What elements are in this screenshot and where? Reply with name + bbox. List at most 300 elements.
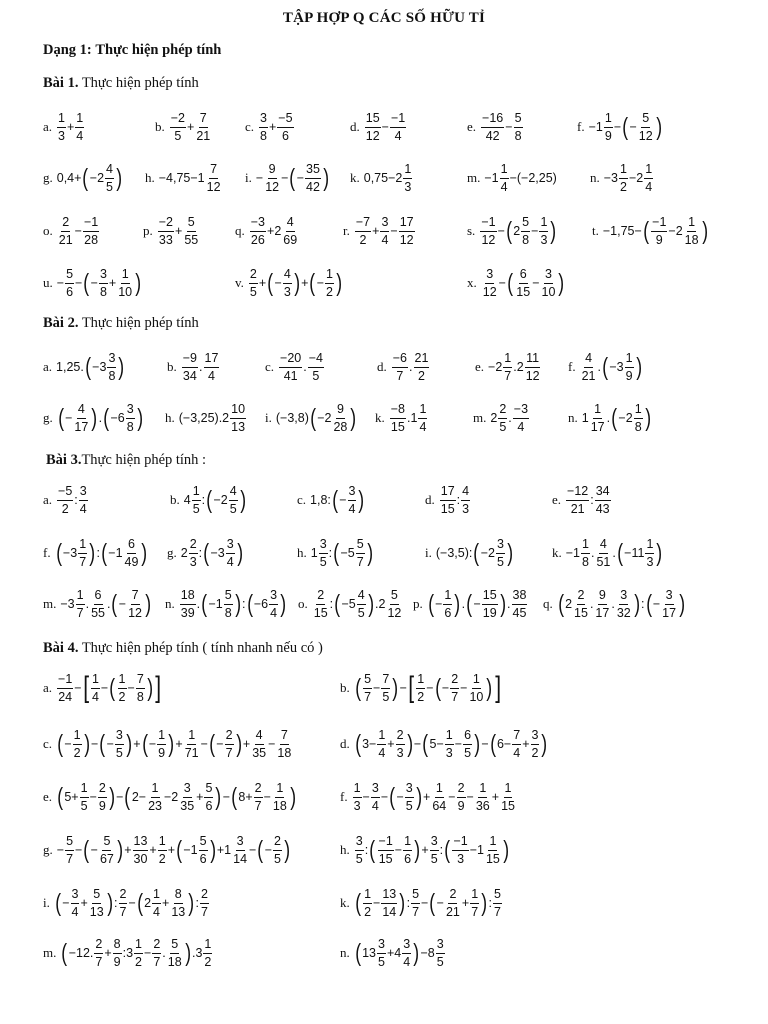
numerator: 2 xyxy=(119,888,128,904)
fraction xyxy=(470,888,479,918)
math-text: + xyxy=(268,120,277,134)
parenthesis: ) xyxy=(507,538,513,567)
parenthesis: ( xyxy=(57,782,64,811)
numerator: 8 xyxy=(174,888,183,904)
numerator: 2 xyxy=(457,782,466,798)
math-text: − xyxy=(394,843,403,857)
math-expression xyxy=(56,112,85,142)
denominator: 15 xyxy=(378,851,393,866)
denominator: 10 xyxy=(118,284,133,299)
exercise-label: u. xyxy=(43,275,53,290)
exercise-item xyxy=(340,722,549,766)
denominator: 39 xyxy=(180,605,195,620)
numerator: 1 xyxy=(57,112,66,128)
math-text: −2 xyxy=(163,790,179,804)
denominator: 9 xyxy=(457,798,465,813)
exercise-label: o. xyxy=(298,596,308,611)
parenthesis: ) xyxy=(406,729,413,758)
fraction xyxy=(377,938,386,968)
math-text: +2 xyxy=(267,224,282,238)
fraction xyxy=(170,888,186,918)
exercise-item xyxy=(350,105,407,149)
fraction xyxy=(485,835,501,865)
fraction xyxy=(414,352,430,382)
fraction xyxy=(353,782,362,812)
exercise-label: s. xyxy=(467,223,476,238)
parenthesis: ( xyxy=(389,782,396,811)
fraction xyxy=(381,673,390,703)
numerator: 13 xyxy=(133,835,149,851)
fraction xyxy=(392,352,408,382)
math-text: − xyxy=(274,276,282,290)
math-expression xyxy=(604,163,654,193)
math-text: +4 xyxy=(386,946,402,960)
fraction xyxy=(259,112,268,142)
denominator: 8 xyxy=(514,128,522,143)
parenthesis: ) xyxy=(126,729,132,758)
fraction xyxy=(115,729,124,759)
fraction xyxy=(158,835,167,865)
exercise-item xyxy=(543,582,686,626)
math-text: − xyxy=(380,790,389,804)
math-text: − xyxy=(264,843,272,857)
denominator: 21 xyxy=(445,904,460,919)
exercise-label: o. xyxy=(43,223,53,238)
exercise-item xyxy=(43,345,126,389)
fraction xyxy=(525,352,541,382)
math-text: −3 xyxy=(609,360,624,374)
math-text: −(−2,25) xyxy=(509,171,557,185)
math-text: −6 xyxy=(253,597,269,611)
math-text: : xyxy=(590,493,594,507)
denominator: 7 xyxy=(95,954,103,969)
denominator: 33 xyxy=(158,232,173,247)
fraction xyxy=(581,352,597,382)
math-text: −2 xyxy=(488,360,503,374)
numerator: 5 xyxy=(363,673,372,689)
fraction xyxy=(117,268,133,298)
denominator: 4 xyxy=(378,745,386,760)
exercise-item xyxy=(425,531,514,575)
math-text: 1 xyxy=(581,411,589,425)
exercise-label: c. xyxy=(265,359,275,374)
parenthesis: ) xyxy=(503,835,509,864)
math-text: + xyxy=(421,843,429,857)
math-text: (−3,8) xyxy=(275,411,309,425)
math-text: + xyxy=(124,843,132,857)
parenthesis: ) xyxy=(280,589,287,618)
fraction xyxy=(89,888,105,918)
exercise-label: m. xyxy=(473,410,487,425)
numerator: 5 xyxy=(641,112,650,128)
fraction xyxy=(436,938,445,968)
math-text: : xyxy=(195,896,200,910)
denominator: 42 xyxy=(306,179,320,194)
exercise-item xyxy=(165,582,287,626)
numerator: 1 xyxy=(151,782,160,798)
exercise-item xyxy=(340,931,446,975)
numerator: 7 xyxy=(136,673,145,689)
exercise-label: k. xyxy=(350,170,360,185)
math-text: − xyxy=(64,737,72,751)
denominator: 13 xyxy=(89,904,104,919)
math-text: − xyxy=(281,171,289,185)
math-text: . xyxy=(162,946,166,960)
numerator: 1 xyxy=(443,589,452,605)
denominator: 6 xyxy=(199,851,207,866)
exercise-label: i. xyxy=(265,410,272,425)
numerator: 2 xyxy=(61,216,70,232)
denominator: 12 xyxy=(365,128,380,143)
denominator: 4 xyxy=(500,179,508,194)
parenthesis: ) xyxy=(184,938,191,967)
parenthesis: ) xyxy=(474,729,481,758)
denominator: 3 xyxy=(462,501,470,516)
exercise-item xyxy=(475,345,542,389)
fraction xyxy=(513,403,529,433)
math-text: + xyxy=(522,737,530,751)
math-text: − xyxy=(106,737,114,751)
parenthesis: ) xyxy=(145,589,152,618)
math-expression xyxy=(479,216,557,246)
fraction xyxy=(651,216,667,246)
exercise-item xyxy=(43,931,213,975)
parenthesis: ( xyxy=(85,352,91,381)
parenthesis: ) xyxy=(367,589,374,618)
fraction xyxy=(590,403,606,433)
fraction xyxy=(224,589,233,619)
fraction xyxy=(225,729,234,759)
dang-text: Thực hiện phép tính xyxy=(95,42,222,58)
math-text: + xyxy=(387,737,395,751)
parenthesis: ) xyxy=(550,216,557,245)
denominator: 45 xyxy=(512,605,527,620)
numerator: 7 xyxy=(280,729,289,745)
exercise-label: h. xyxy=(340,842,350,857)
math-text: −2 xyxy=(213,493,228,507)
math-text: −6 xyxy=(110,411,125,425)
math-text: +1 xyxy=(216,843,232,857)
math-text: − xyxy=(62,896,70,910)
fraction xyxy=(644,163,653,193)
math-text: . xyxy=(303,360,307,374)
numerator: 3 xyxy=(115,729,124,745)
math-text: + xyxy=(175,224,183,238)
math-expression xyxy=(354,835,510,865)
numerator: 4 xyxy=(461,485,470,501)
parenthesis: ( xyxy=(141,729,148,758)
fraction xyxy=(595,538,611,568)
numerator: 1 xyxy=(203,938,212,954)
math-text: − xyxy=(652,597,661,611)
math-expression xyxy=(364,112,407,142)
fraction xyxy=(445,729,454,759)
denominator: 8 xyxy=(99,284,107,299)
fraction xyxy=(308,352,324,382)
math-text: 2− xyxy=(131,790,147,804)
numerator: 3 xyxy=(126,403,135,419)
math-text: . xyxy=(196,597,201,611)
fraction xyxy=(500,782,516,812)
math-text: − xyxy=(128,896,136,910)
denominator: 15 xyxy=(501,798,515,813)
exercise-label: i. xyxy=(425,545,432,560)
numerator: 4 xyxy=(77,403,86,419)
denominator: 4 xyxy=(381,232,389,247)
parenthesis: ) xyxy=(633,589,640,618)
fraction xyxy=(634,403,643,433)
math-expression xyxy=(354,216,416,246)
math-text: − xyxy=(75,843,83,857)
math-text: − xyxy=(448,790,456,804)
section-heading-bai1 xyxy=(43,75,199,92)
denominator: 9 xyxy=(625,368,633,383)
math-text: + xyxy=(133,737,141,751)
denominator: 7 xyxy=(396,368,404,383)
math-expression xyxy=(258,112,295,142)
bracket: [ xyxy=(408,671,415,704)
math-text: −1 xyxy=(183,843,198,857)
numerator: 1 xyxy=(157,729,166,745)
exercise-label: n. xyxy=(165,596,175,611)
denominator: 7 xyxy=(79,554,87,569)
denominator: 4 xyxy=(348,501,356,516)
denominator: 7 xyxy=(364,689,372,704)
fraction xyxy=(180,589,196,619)
fraction xyxy=(468,673,484,703)
numerator: 1 xyxy=(75,112,84,128)
math-expression xyxy=(55,538,149,568)
math-text: − xyxy=(255,171,264,185)
parenthesis: ) xyxy=(413,938,420,967)
math-text: − xyxy=(74,681,82,695)
numerator: 1 xyxy=(80,782,89,798)
parenthesis: ( xyxy=(473,538,480,567)
numerator: 2 xyxy=(249,268,258,284)
math-text: : xyxy=(439,843,444,857)
fraction xyxy=(105,163,114,193)
math-text: . xyxy=(199,360,203,374)
parenthesis: ( xyxy=(176,835,183,864)
denominator: 7 xyxy=(119,904,127,919)
math-expression xyxy=(352,782,517,812)
denominator: 17 xyxy=(595,605,610,620)
section-label: Bài 1. xyxy=(43,75,79,91)
math-expression xyxy=(580,352,643,382)
numerator: −3 xyxy=(250,216,266,232)
parenthesis: ( xyxy=(83,835,90,864)
exercise-item xyxy=(245,105,295,149)
math-text: − xyxy=(532,276,540,290)
denominator: 2 xyxy=(204,954,212,969)
numerator: 21 xyxy=(414,352,430,368)
denominator: 8 xyxy=(522,232,530,247)
math-text: − xyxy=(460,681,468,695)
denominator: 4 xyxy=(71,904,79,919)
numerator: 2 xyxy=(577,589,586,605)
numerator: 4 xyxy=(357,589,366,605)
exercise-label: m. xyxy=(467,170,481,185)
parenthesis: ( xyxy=(57,729,64,758)
math-text: . xyxy=(461,597,466,611)
math-text: −1 xyxy=(484,171,499,185)
numerator: 1 xyxy=(275,782,284,798)
denominator: 17 xyxy=(74,419,89,434)
denominator: 12 xyxy=(265,179,280,194)
parenthesis: ( xyxy=(444,835,451,864)
math-text: −11 xyxy=(624,546,645,560)
numerator: 9 xyxy=(268,163,277,179)
numerator: 7 xyxy=(381,673,390,689)
exercise-item xyxy=(467,209,558,253)
denominator: 5 xyxy=(355,851,363,866)
fraction xyxy=(204,352,220,382)
fraction xyxy=(232,835,248,865)
exercise-item xyxy=(245,156,330,200)
math-expression xyxy=(184,485,247,515)
numerator: 3 xyxy=(183,782,192,798)
math-text: + xyxy=(108,276,117,290)
fraction xyxy=(251,729,267,759)
fraction xyxy=(199,835,208,865)
numerator: 1 xyxy=(687,216,696,232)
fraction xyxy=(595,485,611,515)
numerator: −16 xyxy=(481,112,504,128)
denominator: 35 xyxy=(252,745,267,760)
math-text: . xyxy=(589,597,594,611)
exercise-item xyxy=(340,666,502,710)
numerator: 1 xyxy=(353,782,362,798)
fraction xyxy=(430,835,439,865)
parenthesis: ) xyxy=(239,485,246,514)
denominator: 3 xyxy=(189,554,197,569)
exercise-label: d. xyxy=(425,492,435,507)
math-text: .2 xyxy=(375,597,386,611)
denominator: 28 xyxy=(333,419,348,434)
math-text: + xyxy=(167,843,175,857)
numerator: 3 xyxy=(236,835,245,851)
numerator: 17 xyxy=(399,216,415,232)
math-text: 1,8: xyxy=(310,493,331,507)
fraction xyxy=(250,216,266,246)
parenthesis: ( xyxy=(310,403,316,432)
denominator: 17 xyxy=(662,605,677,620)
parenthesis: ( xyxy=(422,729,429,758)
math-expression xyxy=(57,163,124,193)
denominator: 4 xyxy=(153,904,160,919)
fraction xyxy=(573,589,589,619)
denominator: 8 xyxy=(634,419,642,434)
denominator: 64 xyxy=(432,798,447,813)
denominator: 12 xyxy=(638,128,653,143)
denominator: 8 xyxy=(260,128,267,143)
math-text: 3− xyxy=(362,737,377,751)
numerator: 6 xyxy=(127,538,136,554)
fraction xyxy=(475,782,491,812)
math-text: − xyxy=(505,120,513,134)
math-text: − xyxy=(413,737,422,751)
math-text: .1 xyxy=(407,411,418,425)
math-text: − xyxy=(268,737,276,751)
exercise-label: g. xyxy=(43,842,53,857)
denominator: 51 xyxy=(596,554,611,569)
denominator: 7 xyxy=(76,605,84,620)
numerator: 1 xyxy=(604,112,613,128)
exercise-item xyxy=(343,209,416,253)
fraction xyxy=(500,163,509,193)
exercise-item xyxy=(568,345,643,389)
numerator: 5 xyxy=(493,888,502,904)
fraction xyxy=(94,938,103,968)
parenthesis: ( xyxy=(111,589,118,618)
fraction xyxy=(355,216,371,246)
parenthesis: ( xyxy=(427,589,434,618)
math-expression xyxy=(354,729,549,759)
denominator: 8 xyxy=(224,605,232,620)
denominator: 15 xyxy=(516,284,531,299)
exercise-label: n. xyxy=(590,170,600,185)
parenthesis: ) xyxy=(656,538,663,567)
math-text: . xyxy=(85,597,90,611)
parenthesis: ( xyxy=(61,938,68,967)
numerator: 1 xyxy=(625,352,634,368)
math-text: 2 xyxy=(490,411,498,425)
exercise-label: n. xyxy=(568,410,578,425)
exercise-item xyxy=(155,105,212,149)
denominator: 9 xyxy=(98,798,106,813)
section-heading-bai3 xyxy=(46,452,206,469)
numerator: 3 xyxy=(402,938,411,954)
denominator: 21 xyxy=(58,232,73,247)
exercise-item xyxy=(235,261,343,305)
fraction xyxy=(355,835,364,865)
fraction xyxy=(305,163,321,193)
denominator: 5 xyxy=(192,501,200,516)
parenthesis: ) xyxy=(644,403,651,432)
fraction xyxy=(71,888,80,918)
parenthesis: ) xyxy=(284,835,291,864)
exercise-label: f. xyxy=(340,789,348,804)
exercise-label: k. xyxy=(340,895,350,910)
exercise-item xyxy=(467,156,557,200)
fraction xyxy=(182,352,198,382)
numerator: 1 xyxy=(325,268,334,284)
numerator: −1 xyxy=(378,835,394,851)
math-expression xyxy=(56,729,293,759)
numerator: 1 xyxy=(377,729,386,745)
parenthesis: ( xyxy=(209,729,216,758)
parenthesis: ) xyxy=(215,782,222,811)
math-text: : xyxy=(96,546,100,560)
math-text: −3 xyxy=(92,360,107,374)
numerator: 1 xyxy=(581,538,590,554)
math-text: −5 xyxy=(340,546,355,560)
numerator: 3 xyxy=(355,835,364,851)
parenthesis: ) xyxy=(116,163,123,192)
numerator: −5 xyxy=(57,485,73,501)
exercise-item xyxy=(592,209,709,253)
math-text: : xyxy=(198,546,203,560)
fraction xyxy=(118,673,127,703)
fraction xyxy=(204,782,213,812)
denominator: 23 xyxy=(148,798,162,813)
numerator: 5 xyxy=(65,268,74,284)
numerator: −4 xyxy=(308,352,324,368)
parenthesis: ) xyxy=(294,268,300,297)
math-text: − xyxy=(531,224,539,238)
numerator: −1 xyxy=(83,216,99,232)
fraction xyxy=(99,835,115,865)
